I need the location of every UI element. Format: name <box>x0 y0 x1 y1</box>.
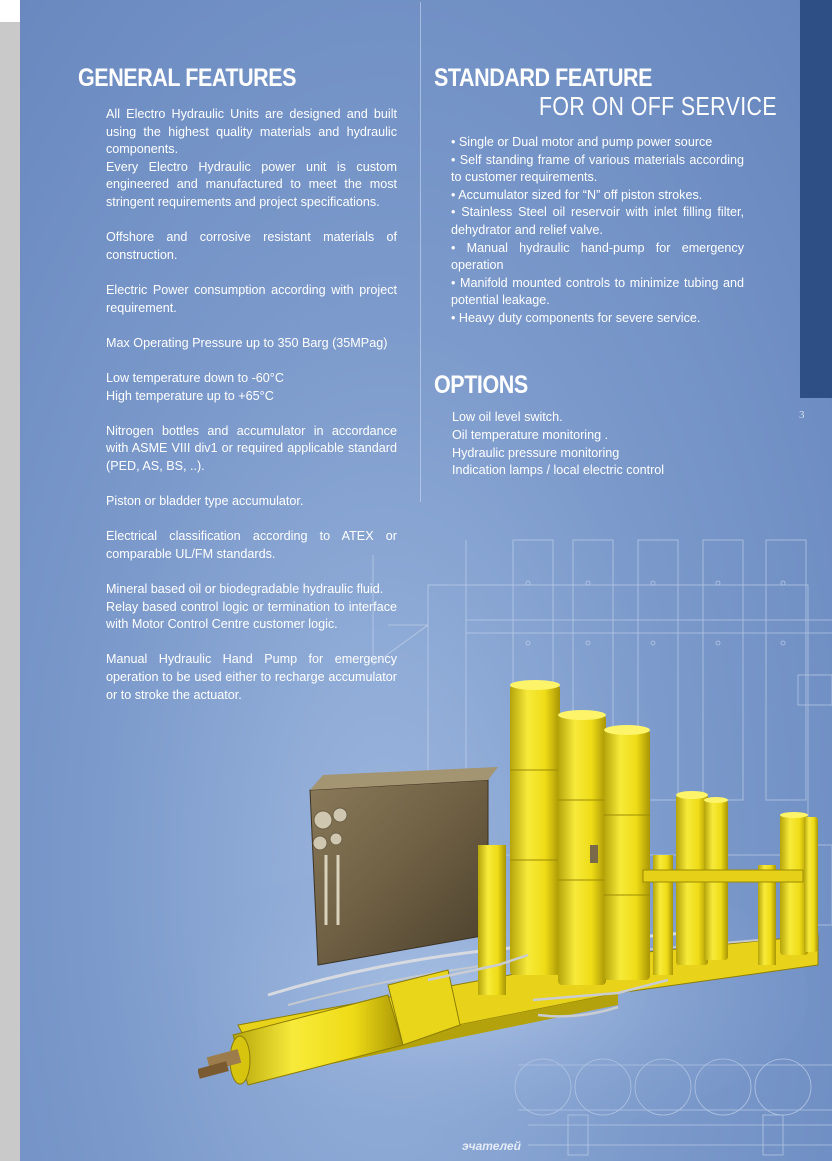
general-paragraph: Relay based control logic or termination to interface with Motor Control Centre customer logic. <box>106 599 397 632</box>
general-paragraph: Electric Power consumption according with project requirement. <box>106 282 397 315</box>
general-paragraph: Max Operating Pressure up to 350 Barg (35MPag) <box>106 335 388 350</box>
standard-feature-item: • Self standing frame of various materials according to customer requirements. <box>451 152 744 185</box>
support-post <box>478 845 506 995</box>
general-paragraph: Mineral based oil or biodegradable hydraulic fluid. <box>106 582 384 597</box>
general-paragraph: High temperature up to +65°C <box>106 388 274 403</box>
standard-feature-item: • Manual hydraulic hand-pump for emergency operation <box>451 240 744 273</box>
standard-feature-item: • Heavy duty components for severe service. <box>451 310 701 325</box>
general-paragraph: Piston or bladder type accumulator. <box>106 494 304 509</box>
accumulator-bottle <box>604 725 650 980</box>
general-features-heading: GENERAL FEATURES <box>78 64 297 92</box>
general-paragraph: Nitrogen bottles and accumulator in accordance with ASME VIII div1 or required applicable standard (PED, AS, BS, ..). <box>106 423 397 473</box>
accumulator-bottle <box>510 680 560 975</box>
general-paragraph: Every Electro Hydraulic power unit is custom engineered and manufactured to meet the most stringent requirements and project specifications. <box>106 159 397 209</box>
option-item: Low oil level switch. <box>452 410 563 424</box>
accumulator-bottle <box>558 710 606 985</box>
option-item: Indication lamps / local electric control <box>452 463 665 478</box>
general-paragraph: Electrical classification according to ATEX or comparable UL/FM standards. <box>106 529 397 561</box>
brochure-page <box>20 0 832 1161</box>
standard-feature-item: • Single or Dual motor and pump power source <box>451 135 713 149</box>
standard-feature-item: • Stainless Steel oil reservoir with inlet filling filter, dehydrator and relief valve. <box>451 205 744 237</box>
page-number: 3 <box>799 409 805 421</box>
standard-feature-subheading: FOR ON OFF SERVICE <box>539 91 777 121</box>
page-corner <box>0 0 20 22</box>
accumulator-bottle <box>804 817 818 952</box>
oil-reservoir-box <box>310 767 498 965</box>
footer-fragment: эчателей <box>462 1139 521 1153</box>
general-paragraph: All Electro Hydraulic Units are designed and built using the highest quality materials and hydraulic components. <box>106 107 397 157</box>
general-paragraph: Manual Hydraulic Hand Pump for emergency operation to be used either to recharge accumulator or to stroke the actuator. <box>106 652 397 702</box>
general-paragraph: Low temperature down to -60°C <box>106 370 284 385</box>
hydraulic-unit-illustration <box>198 525 832 1161</box>
standard-feature-heading: STANDARD FEATURE <box>434 64 653 92</box>
accumulator-bottle <box>780 812 808 955</box>
option-item: Oil temperature monitoring . <box>452 427 609 442</box>
option-item: Hydraulic pressure monitoring <box>452 445 620 460</box>
standard-feature-item: • Manifold mounted controls to minimize tubing and potential leakage. <box>451 275 744 308</box>
accumulator-bottles <box>478 680 818 995</box>
standard-feature-list <box>451 134 744 328</box>
side-tab-bar <box>800 0 832 398</box>
general-paragraph: Offshore and corrosive resistant materials of construction. <box>106 230 397 262</box>
options-list <box>452 409 664 480</box>
support-rail <box>643 870 803 882</box>
options-heading: OPTIONS <box>434 371 528 399</box>
column-divider <box>420 2 421 502</box>
standard-feature-item: • Accumulator sized for “N” off piston strokes. <box>451 187 703 202</box>
